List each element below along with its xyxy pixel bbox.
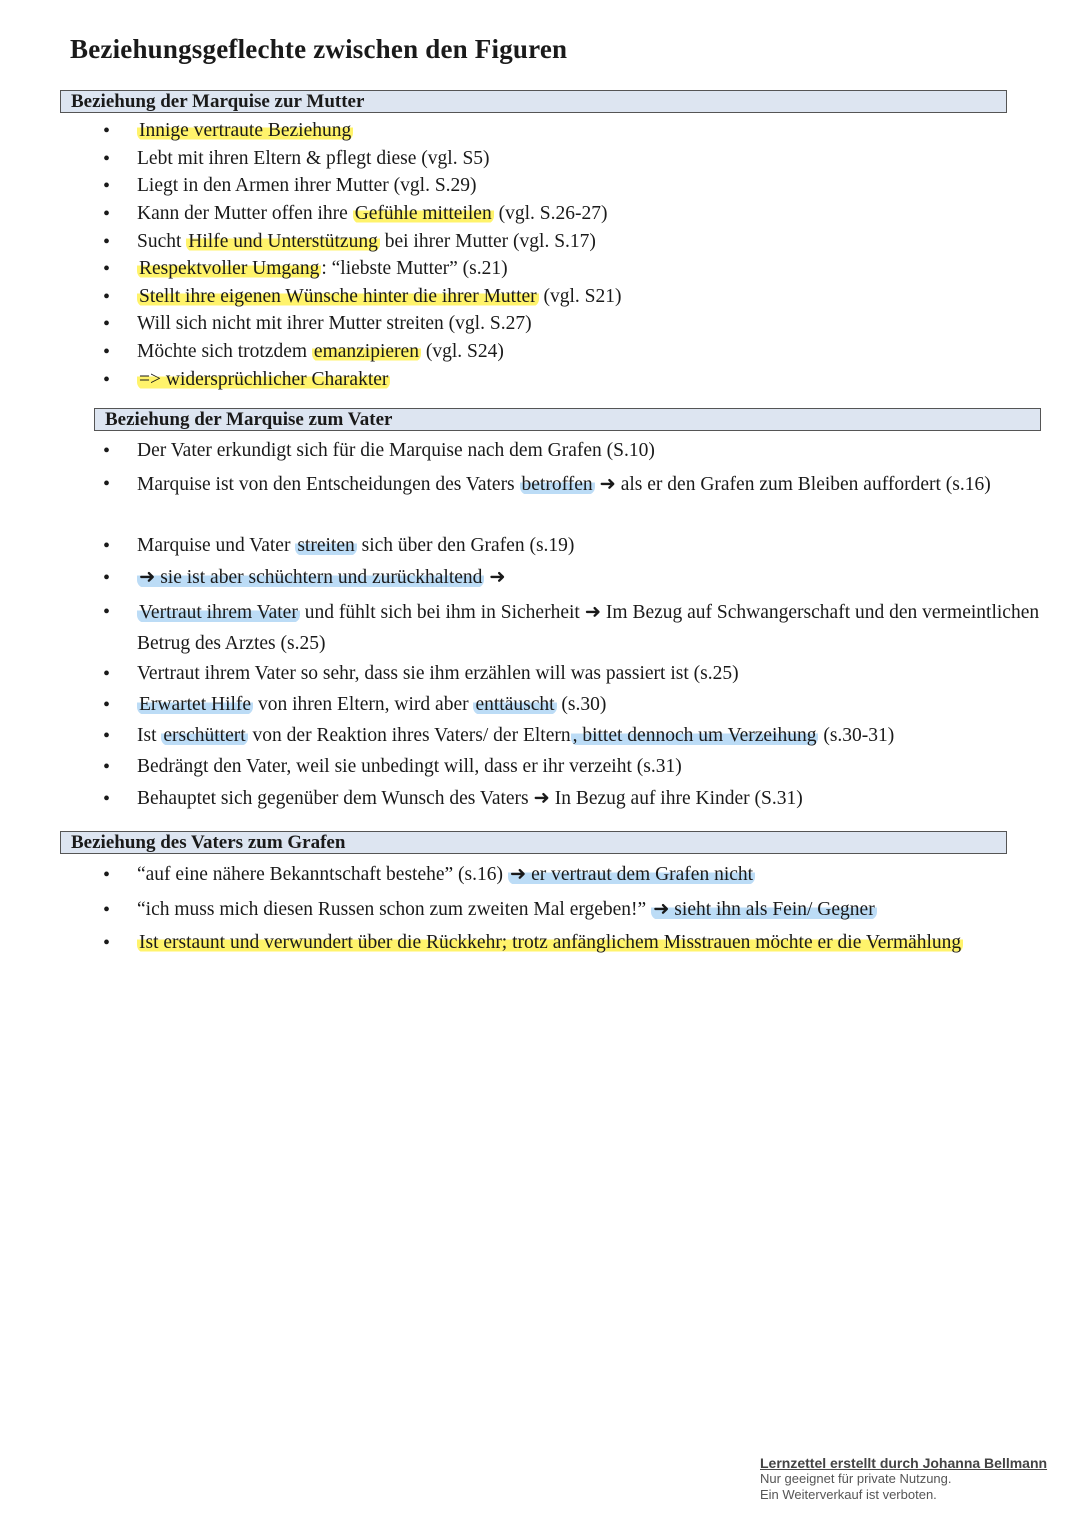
list-item [137, 564, 1040, 592]
list-item [137, 532, 1040, 560]
text-segment: ➜ [484, 567, 506, 588]
text-segment: Möchte sich trotzdem [137, 341, 312, 362]
highlighted-text: Gefühle mitteilen [354, 203, 492, 224]
list-item [137, 861, 1040, 889]
text-segment: von der Reaktion ihres Vaters/ der Eltern [247, 725, 571, 746]
list-item [137, 200, 1040, 228]
list-item [137, 228, 1040, 256]
text-segment: und fühlt sich bei ihm in Sicherheit ➜ Im Bezug auf Schwangerschaft und den vermeintlichen Betrug des Arztes (s.25) [137, 602, 1040, 654]
text-segment: “ich muss mich diesen Russen schon zum zweiten Mal ergeben!” [137, 899, 652, 920]
list-item [137, 753, 1040, 781]
list-item [137, 722, 1040, 750]
highlighted-text: Ist erstaunt und verwundert über die Rückkehr; trotz anfänglichem Misstrauen möchte er die Vermählung [139, 932, 962, 953]
highlighted-text: Respektvoller Umgang [139, 258, 320, 279]
text-segment: Marquise ist von den Entscheidungen des Vaters [137, 474, 520, 495]
text-segment: “auf eine nähere Bekanntschaft bestehe” (s.16) [137, 864, 508, 885]
list-item [137, 310, 1040, 338]
list-item [137, 172, 1040, 200]
section-heading-graf: Beziehung des Vaters zum Grafen [60, 831, 1007, 854]
list-item [137, 928, 980, 958]
highlighted-text: => widersprüchlicher Charakter [139, 369, 389, 390]
highlighted-text: streiten [297, 535, 355, 556]
highlighted-text: Hilfe und Unterstützung [188, 231, 378, 252]
text-segment: Vertraut ihrem Vater so sehr, dass sie ihm erzählen will was passiert ist (s.25) [137, 663, 739, 684]
section-heading-mutter: Beziehung der Marquise zur Mutter [60, 90, 1007, 113]
highlighted-text: Erwartet Hilfe [139, 694, 252, 715]
highlighted-text: ➜ er vertraut dem Grafen nicht [509, 864, 754, 885]
text-segment: Kann der Mutter offen ihre [137, 203, 353, 224]
footer-line: Ein Weiterverkauf ist verboten. [760, 1487, 937, 1502]
text-segment: (s.30) [556, 694, 607, 715]
highlighted-text: Stellt ihre eigenen Wünsche hinter die ihrer Mutter [139, 286, 537, 307]
text-segment: (vgl. S.26-27) [493, 203, 608, 224]
list-item [137, 597, 1040, 659]
footer-line: Nur geeignet für private Nutzung. [760, 1471, 952, 1486]
text-segment: Sucht [137, 231, 187, 252]
text-segment: Der Vater erkundigt sich für die Marquise nach dem Grafen (S.10) [137, 440, 655, 461]
text-segment: Will sich nicht mit ihrer Mutter streiten (vgl. S.27) [137, 313, 532, 334]
list-item [137, 145, 1040, 173]
section-heading-vater: Beziehung der Marquise zum Vater [94, 408, 1041, 431]
text-segment: Behauptet sich gegenüber dem Wunsch des Vaters ➜ In Bezug auf ihre Kinder (S.31) [137, 788, 803, 809]
page-title: Beziehungsgeflechte zwischen den Figuren [70, 34, 568, 64]
footer [760, 1455, 1047, 1503]
highlighted-text: , bittet dennoch um Verzeihung [572, 725, 817, 746]
text-segment: bei ihrer Mutter (vgl. S.17) [379, 231, 596, 252]
list-item [137, 366, 1040, 394]
list-item [137, 896, 1040, 924]
list-item [137, 117, 1040, 145]
highlighted-text: emanzipieren [313, 341, 419, 362]
text-segment: (vgl. S21) [538, 286, 622, 307]
highlighted-text: Vertraut ihrem Vater [139, 602, 298, 623]
list-item [137, 469, 1040, 500]
text-segment: (s.30-31) [818, 725, 895, 746]
text-segment: Bedrängt den Vater, weil sie unbedingt will, dass er ihr verzeiht (s.31) [137, 756, 682, 777]
text-segment: Marquise und Vater [137, 535, 296, 556]
text-segment: sich über den Grafen (s.19) [356, 535, 575, 556]
text-segment: ➜ als er den Grafen zum Bleiben auffordert (s.16) [594, 474, 991, 495]
text-segment: (vgl. S24) [420, 341, 504, 362]
list-item [137, 785, 1040, 813]
list-item [137, 437, 1040, 465]
list-item [137, 338, 1040, 366]
list-item [137, 255, 1040, 283]
list-item [137, 283, 1040, 311]
highlighted-text: enttäuscht [475, 694, 555, 715]
list-item [137, 660, 1040, 688]
highlighted-text: ➜ sieht ihn als Fein/ Gegner [653, 899, 875, 920]
highlighted-text: ➜ sie ist aber schüchtern und zurückhaltend [139, 567, 483, 588]
text-segment: : “liebste Mutter” (s.21) [321, 258, 508, 279]
text-segment: Lebt mit ihren Eltern & pflegt diese (vgl. S5) [137, 148, 490, 169]
highlighted-text: erschüttert [163, 725, 246, 746]
footer-author: Lernzettel erstellt durch Johanna Bellmann [760, 1455, 1048, 1471]
list-item [137, 691, 1040, 719]
text-segment: von ihren Eltern, wird aber [253, 694, 474, 715]
highlighted-text: betroffen [521, 474, 593, 495]
text-segment: Ist [137, 725, 162, 746]
text-segment: Liegt in den Armen ihrer Mutter (vgl. S.29) [137, 175, 477, 196]
highlighted-text: Innige vertraute Beziehung [139, 120, 352, 141]
